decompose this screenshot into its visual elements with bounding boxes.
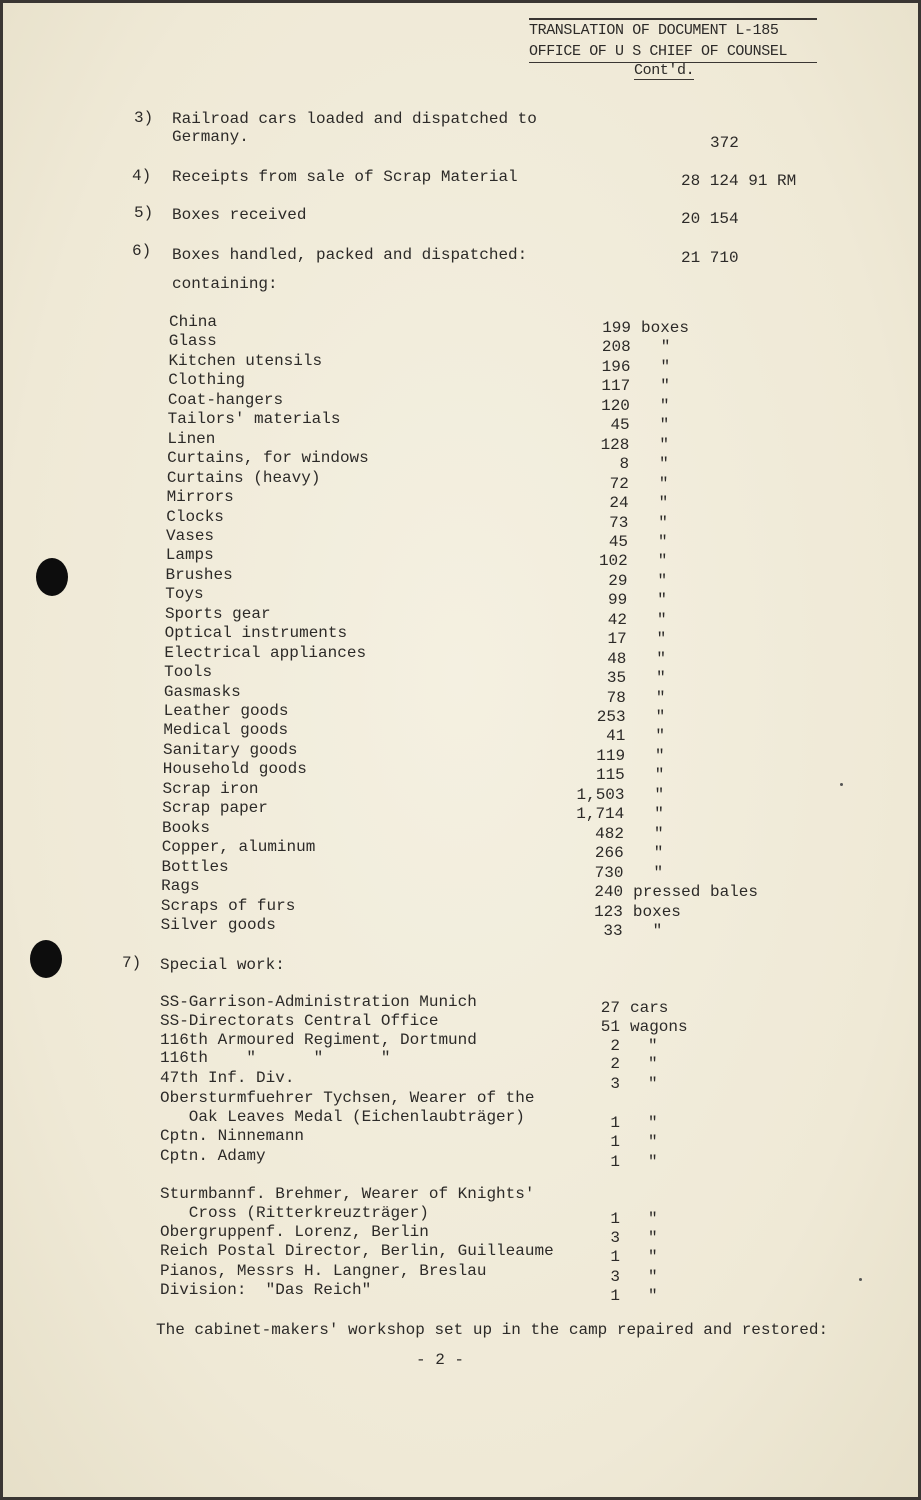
special-work-name: SS-Garrison-Administration Munich — [160, 993, 477, 1011]
special-work-unit: " — [648, 1287, 658, 1305]
contents-item-name: Sanitary goods — [163, 740, 298, 759]
special-work-unit: " — [648, 1153, 658, 1171]
special-work-count: 3 — [610, 1229, 620, 1247]
contents-item-count: 8 — [619, 455, 630, 474]
contents-item-count: 115 — [595, 766, 625, 785]
special-work-count: 1 — [610, 1248, 620, 1266]
special-work-unit: " — [648, 1037, 658, 1055]
contents-item-unit: " — [654, 766, 665, 785]
special-work-count: 27 — [600, 999, 620, 1017]
contents-item-unit: " — [653, 824, 664, 843]
contents-item-name: Clothing — [168, 371, 245, 390]
contents-item-count: 41 — [606, 727, 626, 746]
contents-item-count: 120 — [601, 396, 630, 415]
contents-item-unit: " — [655, 688, 666, 707]
contents-item-count: 199 — [602, 319, 631, 337]
special-work-name: Obergruppenf. Lorenz, Berlin — [160, 1223, 429, 1241]
contents-item-unit: " — [653, 844, 664, 863]
contents-item-name: Rags — [161, 877, 200, 896]
contents-item-count: 42 — [607, 610, 627, 629]
contents-item-count: 45 — [610, 416, 630, 435]
special-work-unit: " — [648, 1268, 658, 1286]
contents-item-unit: " — [656, 669, 666, 688]
contents-item-unit: " — [655, 727, 665, 746]
contents-item-count: 45 — [608, 532, 629, 551]
contents-item-unit: " — [657, 591, 667, 610]
contents-item-count: 266 — [594, 844, 624, 863]
contents-item-count: 128 — [600, 435, 630, 454]
special-work-name: SS-Directorats Central Office — [160, 1012, 439, 1030]
section-3-number: 3) — [134, 109, 154, 127]
section-3-value: 372 — [710, 134, 739, 152]
section-7-text: Special work: — [160, 956, 285, 974]
contents-item-name: Electrical appliances — [164, 643, 367, 662]
paper-speck — [840, 783, 843, 786]
contents-item-unit: " — [658, 494, 669, 513]
contents-item-unit: " — [656, 610, 667, 629]
special-work-name: 47th Inf. Div. — [160, 1069, 295, 1087]
contents-item-name: Household goods — [162, 760, 307, 779]
contents-item-unit: " — [655, 708, 666, 726]
punch-hole-bottom — [30, 940, 62, 978]
contents-item-count: 78 — [606, 688, 626, 707]
contents-item-count: 119 — [596, 746, 626, 765]
special-work-name: Division: "Das Reich" — [160, 1281, 372, 1299]
special-work-unit: " — [648, 1248, 658, 1266]
header-line-1: TRANSLATION OF DOCUMENT L-185 — [529, 22, 779, 39]
contents-item-name: Vases — [166, 526, 215, 545]
special-work-unit: " — [648, 1055, 658, 1073]
contents-item-unit: " — [657, 552, 668, 571]
header-line-2: OFFICE OF U S CHIEF OF COUNSEL — [529, 43, 788, 60]
contents-item-count: 99 — [608, 591, 628, 610]
contents-item-name: Brushes — [165, 565, 233, 584]
special-work-count: 2 — [610, 1037, 620, 1055]
contents-item-name: Toys — [165, 585, 204, 604]
special-work-unit: " — [648, 1133, 658, 1151]
contents-item-count: 208 — [601, 338, 631, 357]
contents-item-unit: " — [654, 785, 665, 804]
section-5-value: 20 154 — [681, 210, 739, 228]
contents-item-unit: " — [652, 921, 663, 940]
special-work-count: 3 — [610, 1268, 620, 1286]
contents-item-count: 730 — [594, 863, 624, 882]
special-work-name: Pianos, Messrs H. Langner, Breslau — [160, 1262, 487, 1280]
contents-item-name: China — [169, 313, 218, 331]
contents-item-count: 17 — [607, 630, 627, 649]
contents-item-unit: " — [656, 649, 667, 668]
contents-item-name: Kitchen utensils — [168, 351, 323, 370]
contents-item-name: Curtains, for windows — [167, 449, 369, 468]
special-work-unit: " — [648, 1229, 658, 1247]
special-work-name: Oak Leaves Medal (Eichenlaubträger) — [160, 1108, 525, 1126]
contents-item-count: 1,714 — [576, 805, 625, 824]
section-6-containing: containing: — [172, 275, 278, 293]
contents-item-name: Scrap iron — [162, 779, 259, 798]
contents-item-count: 24 — [609, 494, 629, 513]
section-4-text: Receipts from sale of Scrap Material — [172, 168, 518, 186]
contents-item-unit: " — [660, 338, 671, 357]
special-work-name: Cptn. Ninnemann — [160, 1127, 305, 1145]
special-work-name: Cross (Ritterkreuzträger) — [160, 1204, 429, 1222]
contents-item-unit: boxes — [632, 902, 681, 921]
contents-item-name: Medical goods — [163, 721, 289, 740]
contents-item-name: Curtains (heavy) — [166, 468, 321, 487]
contents-item-unit: " — [658, 474, 669, 493]
contents-item-unit: boxes — [641, 319, 690, 337]
closing-sentence: The cabinet-makers' workshop set up in the camp repaired and restored: — [156, 1321, 829, 1339]
page-number: - 2 - — [416, 1351, 465, 1369]
section-3-text-line-2: Germany. — [172, 128, 249, 146]
contents-item-count: 196 — [601, 357, 631, 376]
special-work-unit: " — [648, 1075, 658, 1093]
contents-item-unit: " — [657, 571, 668, 590]
special-work-name: Sturmbannf. Brehmer, Wearer of Knights' — [160, 1185, 535, 1203]
contents-item-name: Sports gear — [164, 604, 271, 623]
special-work-name: Obersturmfuehrer Tychsen, Wearer of the — [160, 1089, 535, 1107]
contents-item-name: Tailors' materials — [167, 410, 341, 429]
header-rule-top — [529, 18, 817, 20]
contents-item-count: 102 — [598, 552, 628, 571]
contents-item-name: Coat-hangers — [167, 390, 284, 409]
special-work-unit: " — [648, 1210, 658, 1228]
contents-item-count: 35 — [606, 669, 627, 688]
special-work-count: 1 — [610, 1210, 620, 1228]
section-6-number: 6) — [132, 242, 152, 260]
contents-item-count: 253 — [596, 708, 626, 726]
contents-item-unit: " — [660, 377, 670, 396]
contents-item-unit: " — [655, 746, 665, 765]
paper-speck — [859, 1278, 862, 1281]
contents-item-unit: " — [659, 435, 669, 454]
section-6-text: Boxes handled, packed and dispatched: — [172, 246, 528, 264]
contents-item-count: 1,503 — [576, 785, 625, 804]
contents-item-name: Scraps of furs — [160, 896, 296, 915]
special-work-count: 3 — [610, 1075, 620, 1093]
contents-item-name: Tools — [164, 663, 213, 682]
special-work-name: Reich Postal Director, Berlin, Guilleaume — [160, 1242, 554, 1260]
special-work-count: 1 — [610, 1287, 620, 1305]
special-work-name: Cptn. Adamy — [160, 1147, 266, 1165]
contents-item-count: 123 — [594, 902, 623, 921]
section-7-number: 7) — [122, 954, 142, 972]
contents-item-name: Copper, aluminum — [161, 838, 316, 857]
contents-item-name: Bottles — [161, 857, 229, 876]
contents-item-count: 73 — [609, 513, 629, 532]
contents-item-name: Silver goods — [160, 915, 276, 934]
section-6-value: 21 710 — [681, 249, 739, 267]
contents-item-unit: " — [658, 513, 668, 532]
contents-item-name: Leather goods — [163, 702, 289, 720]
special-work-name: 116th Armoured Regiment, Dortmund — [160, 1031, 477, 1049]
contents-item-name: Scrap paper — [162, 799, 268, 818]
section-4-number: 4) — [132, 167, 152, 185]
special-work-unit: " — [648, 1114, 658, 1132]
contents-item-unit: " — [660, 357, 671, 376]
section-5-number: 5) — [134, 204, 154, 222]
contents-item-unit: pressed bales — [633, 883, 758, 902]
contents-item-count: 48 — [607, 649, 627, 668]
punch-hole-top — [36, 558, 68, 596]
special-work-unit: cars — [630, 999, 669, 1017]
special-work-count: 1 — [610, 1114, 620, 1132]
contents-item-name: Lamps — [165, 546, 214, 565]
contents-item-name: Glass — [168, 332, 217, 351]
contents-item-name: Optical instruments — [164, 624, 348, 643]
header-contd: Cont'd. — [634, 62, 695, 79]
contents-item-count: 117 — [601, 377, 631, 396]
contents-item-name: Clocks — [166, 507, 224, 526]
contents-item-name: Books — [161, 818, 210, 837]
contents-item-unit: " — [659, 396, 670, 415]
contents-item-count: 240 — [594, 883, 624, 902]
contents-item-name: Gasmasks — [163, 682, 241, 701]
contents-item-unit: " — [659, 455, 669, 474]
contents-item-count: 29 — [608, 571, 628, 590]
contents-item-unit: " — [654, 805, 664, 824]
special-work-count: 2 — [610, 1055, 620, 1073]
special-work-count: 1 — [610, 1153, 620, 1171]
page-edge-left — [0, 0, 3, 1500]
contents-item-name: Mirrors — [166, 488, 234, 507]
contents-item-unit: " — [658, 532, 668, 551]
contents-item-count: 482 — [595, 824, 624, 843]
special-work-unit: wagons — [630, 1018, 688, 1036]
section-4-value: 28 124 91 RM — [681, 172, 797, 190]
special-work-name: 116th " " " — [160, 1049, 391, 1067]
special-work-count: 1 — [610, 1133, 620, 1151]
contents-item-name: Linen — [167, 429, 216, 448]
contents-item-unit: " — [653, 863, 664, 882]
page-edge-top — [0, 0, 921, 3]
contents-item-unit: " — [656, 630, 667, 649]
contents-item-count: 72 — [609, 474, 629, 493]
contents-item-unit: " — [659, 416, 670, 435]
special-work-count: 51 — [600, 1018, 620, 1036]
contents-item-count: 33 — [603, 921, 623, 940]
section-5-text: Boxes received — [172, 206, 307, 224]
section-3-text-line-1: Railroad cars loaded and dispatched to — [172, 110, 537, 128]
